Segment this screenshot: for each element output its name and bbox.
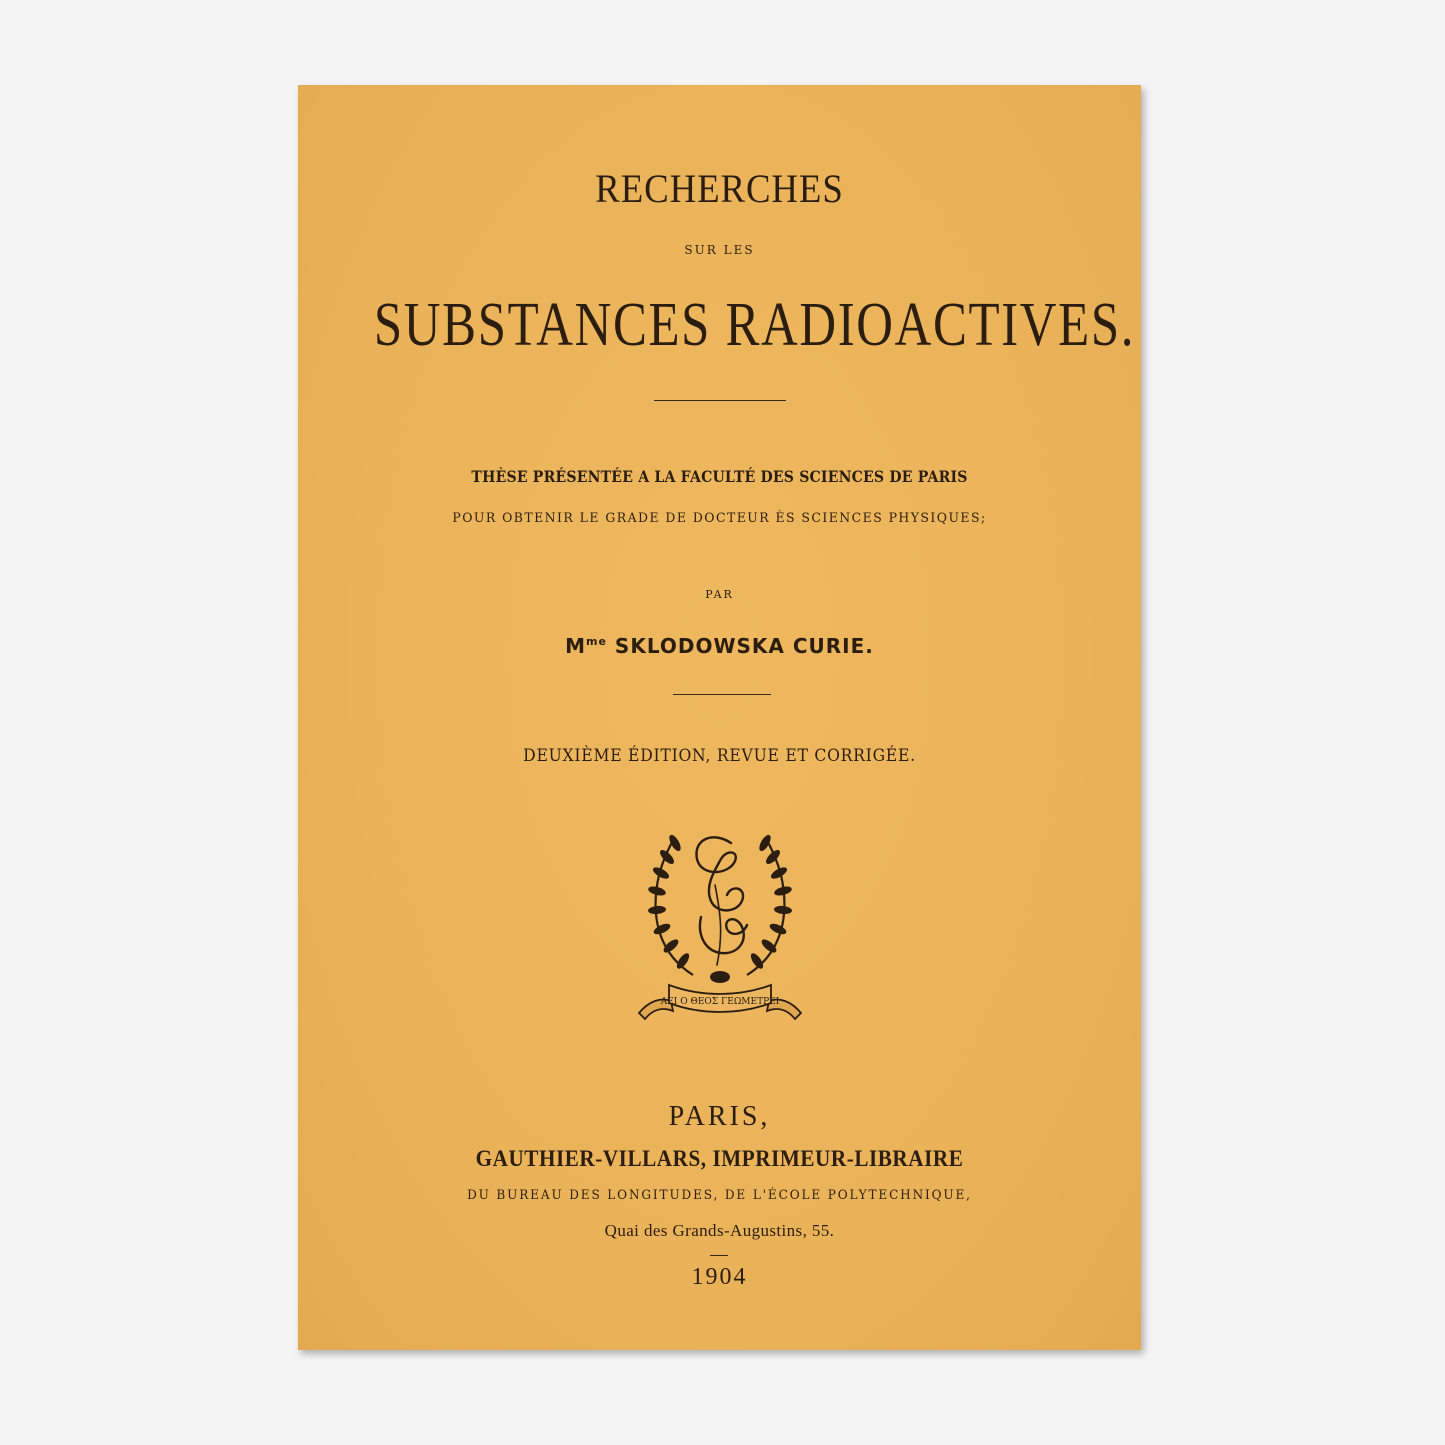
publication-year: 1904 bbox=[691, 1264, 748, 1290]
heading: RECHERCHES bbox=[595, 166, 844, 211]
author-prefix-superscript: me bbox=[586, 635, 607, 648]
purpose-line: POUR OBTENIR LE GRADE DE DOCTEUR ÈS SCIENCES PHYSIQUES; bbox=[452, 511, 987, 526]
divider-rule bbox=[710, 1255, 728, 1256]
address: Quai des Grands-Augustins, 55. bbox=[604, 1221, 835, 1240]
divider-rule bbox=[654, 400, 786, 401]
main-title: SUBSTANCES RADIOACTIVES. bbox=[373, 291, 1136, 359]
by-text: PAR bbox=[705, 588, 734, 601]
thesis-line: THÈSE PRÉSENTÉE A LA FACULTÉ DES SCIENCES DE PARIS bbox=[471, 467, 968, 486]
author bbox=[298, 634, 1141, 658]
publisher: GAUTHIER-VILLARS, IMPRIMEUR-LIBRAIRE bbox=[475, 1146, 964, 1171]
connector-text: SUR LES bbox=[684, 243, 755, 257]
edition-text: DEUXIÈME ÉDITION, REVUE ET CORRIGÉE. bbox=[523, 746, 916, 766]
city: PARIS, bbox=[668, 1101, 771, 1132]
divider-rule bbox=[673, 694, 771, 695]
author-prefix: M bbox=[565, 634, 587, 658]
emblem-motto: ΑΕΙ Ο ΘΕΟΣ ΓΕΩΜΕΤΡΕΙ bbox=[660, 997, 780, 1007]
publisher-emblem-icon bbox=[631, 825, 809, 1025]
publisher-detail: DU BUREAU DES LONGITUDES, DE L'ÉCOLE POLYTECHNIQUE, bbox=[467, 1188, 972, 1203]
book-title-page bbox=[298, 85, 1141, 1350]
author-name: SKLODOWSKA CURIE. bbox=[614, 634, 874, 658]
